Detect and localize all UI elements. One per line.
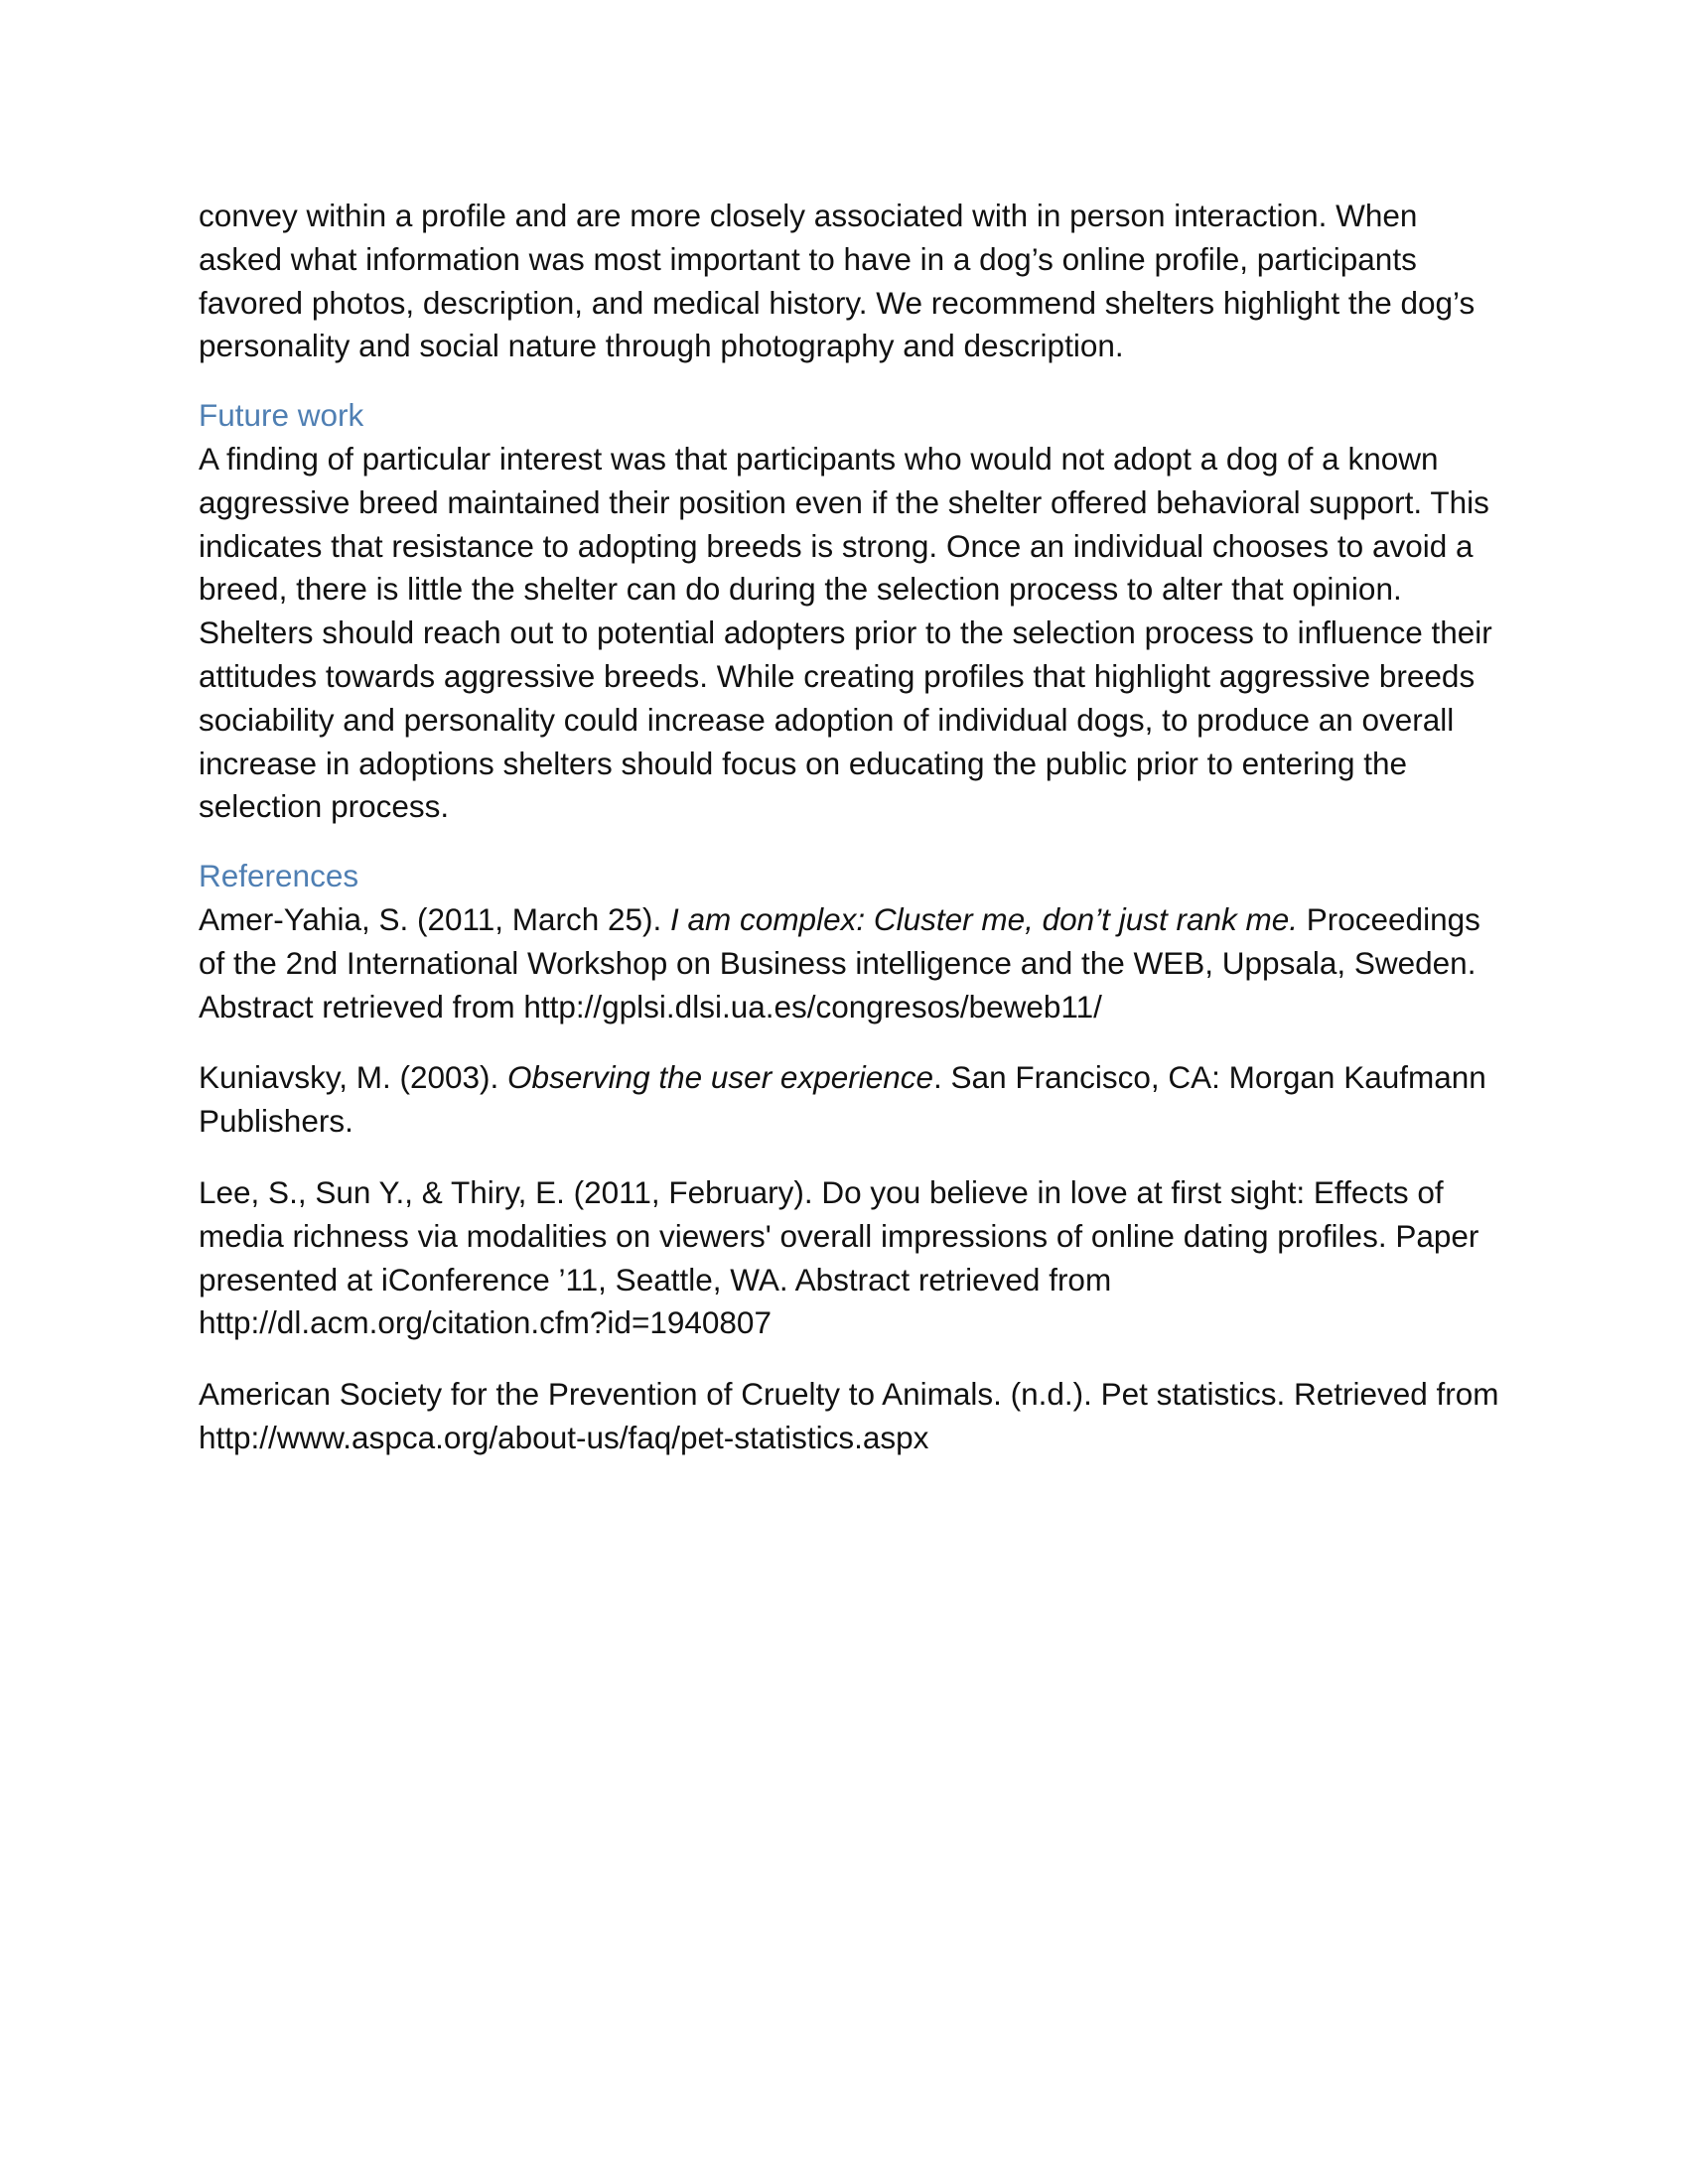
- references-heading: References: [199, 858, 359, 894]
- reference-title: I am complex: Cluster me, don’t just rank me.: [670, 900, 1298, 937]
- reference-lead: Amer-Yahia, S. (2011, March 25).: [199, 900, 671, 937]
- reference-entry: [199, 1171, 1509, 1345]
- reference-lead: Lee, S., Sun Y., & Thiry, E. (2011, February). Do you believe in love at first sight: Effects of media richness via modalities on viewers' overall impressions of online dating profiles. Paper presented at iConference ’11, Seattle, WA. Abstract retrieved from http://dl.acm.org/citation.cfm?id=1940807: [199, 1173, 1479, 1341]
- document-page: [199, 195, 1509, 1460]
- intro-paragraph: convey within a profile and are more closely associated with in person interaction. When asked what information was most important to have in a dog’s online profile, participants favored photos, description, and medical history. We recommend shelters highlight the dog’s personality and social nature through photography and description.: [199, 198, 1476, 364]
- reference-details: Proceedings of the 2nd International Workshop on Business intelligence and the WEB, Uppsala, Sweden. Abstract retrieved from http://gplsi.dlsi.ua.es/congresos/beweb11/: [199, 900, 1480, 1024]
- reference-entry: [199, 898, 1509, 1028]
- reference-details: . San Francisco, CA: Morgan Kaufmann Publishers.: [199, 1059, 1486, 1140]
- reference-lead: American Society for the Prevention of Cruelty to Animals. (n.d.). Pet statistics. Retrieved from http://www.aspca.org/about-us/faq/pet-statistics.aspx: [199, 1376, 1499, 1455]
- future-work-paragraph: A finding of particular interest was that participants who would not adopt a dog of a known aggressive breed maintained their position even if the shelter offered behavioral support. This indicates that resistance to adopting breeds is strong. Once an individual chooses to avoid a breed, there is little the shelter can do during the selection process to alter that opinion. Shelters should reach out to potential adopters prior to the selection process to influence their attitudes towards aggressive breeds. While creating profiles that highlight aggressive breeds sociability and personality could increase adoption of individual dogs, to produce an overall increase in adoptions shelters should focus on educating the public prior to entering the selection process.: [199, 440, 1492, 825]
- reference-entry: [199, 1373, 1509, 1460]
- references-list: [199, 898, 1509, 1460]
- reference-entry: [199, 1056, 1509, 1144]
- future-work-heading: Future work: [199, 397, 364, 434]
- reference-lead: Kuniavsky, M. (2003).: [199, 1059, 508, 1096]
- reference-title: Observing the user experience: [507, 1059, 934, 1096]
